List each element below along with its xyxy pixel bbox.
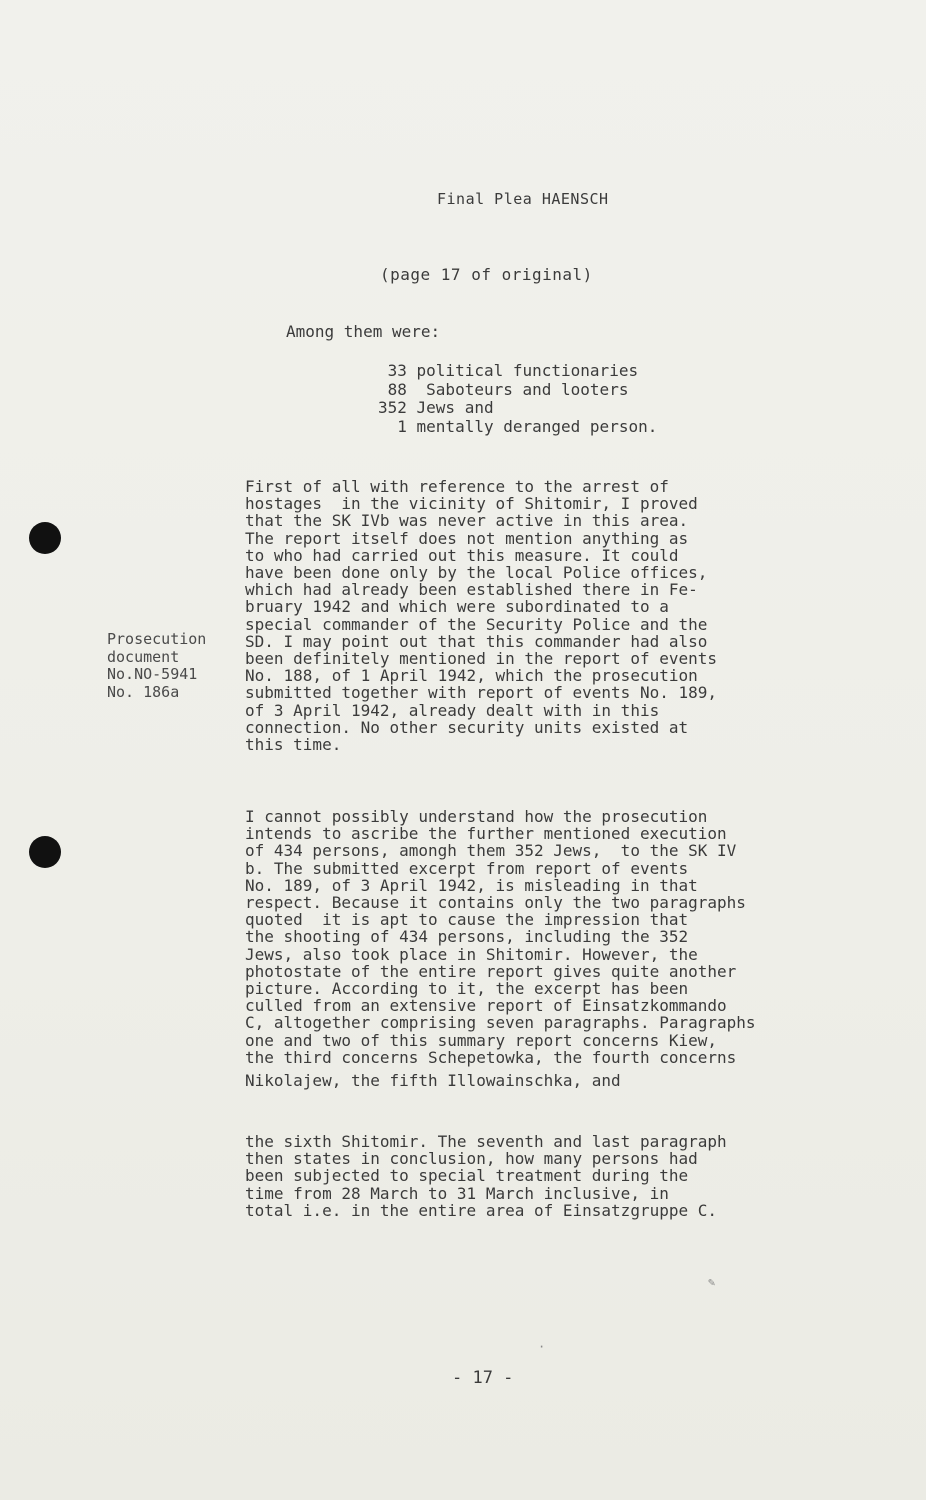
text-line: special commander of the Security Police and the	[245, 614, 708, 634]
text-line: been subjected to special treatment during the	[245, 1166, 689, 1186]
text-line: of 3 April 1942, already dealt with in this	[245, 700, 660, 720]
text-line: the shooting of 434 persons, including the 352	[245, 927, 689, 947]
margin-note-line: Prosecution	[107, 630, 207, 648]
paragraph-conclusion	[245, 1133, 865, 1219]
text-line: bruary 1942 and which were subordinated to a	[245, 597, 669, 617]
text-line: connection. No other security units existed at	[245, 717, 689, 737]
text-line: the sixth Shitomir. The seventh and last paragraph	[245, 1132, 727, 1151]
text-line: submitted together with report of events No. 189,	[245, 683, 718, 703]
text-line: which had already been established there in Fe-	[245, 580, 698, 600]
text-line: No. 188, of 1 April 1942, which the prosecution	[245, 666, 698, 686]
text-line: one and two of this summary report concerns Kiew,	[245, 1030, 718, 1050]
intro-text: Among them were:	[286, 322, 441, 341]
text-line: hostages in the vicinity of Shitomir, I proved	[245, 494, 698, 514]
text-line: Nikolajew, the fifth Illowainschka, and	[245, 1071, 621, 1091]
paragraph-hostages	[245, 478, 865, 753]
text-line: total i.e. in the entire area of Einsatzgruppe C.	[245, 1200, 718, 1220]
text-line: The report itself does not mention anything as	[245, 528, 689, 548]
ink-speck: ·	[538, 1340, 546, 1354]
text-line: quoted it is apt to cause the impression that	[245, 910, 689, 930]
text-line: b. The submitted excerpt from report of events	[245, 858, 689, 878]
text-line: photostate of the entire report gives quite another	[245, 961, 737, 981]
text-line: have been done only by the local Police offices,	[245, 563, 708, 583]
text-line: that the SK IVb was never active in this area.	[245, 511, 689, 531]
text-line: C, altogether comprising seven paragraphs. Paragraphs	[245, 1013, 756, 1033]
paragraph-executions	[245, 808, 865, 1089]
document-title: Final Plea HAENSCH	[437, 190, 609, 208]
text-line: been definitely mentioned in the report of events	[245, 649, 718, 669]
text-line: the third concerns Schepetowka, the fourth concerns	[245, 1047, 737, 1067]
margin-note-line: document	[107, 647, 180, 666]
text-line: First of all with reference to the arrest of	[245, 477, 669, 496]
margin-note-line: No. 186a	[107, 682, 180, 701]
punch-hole-upper	[29, 522, 61, 554]
text-line: then states in conclusion, how many persons had	[245, 1149, 698, 1169]
text-line: intends to ascribe the further mentioned execution	[245, 824, 727, 844]
text-line: Jews, also took place in Shitomir. However, the	[245, 944, 698, 964]
punch-hole-lower	[29, 836, 61, 868]
text-line: time from 28 March to 31 March inclusive, in	[245, 1183, 669, 1203]
text-line: No. 189, of 3 April 1942, is misleading in that	[245, 875, 698, 895]
text-line: I cannot possibly understand how the prosecution	[245, 807, 708, 826]
text-line: to who had carried out this measure. It could	[245, 545, 679, 565]
ink-speck: ✎	[708, 1275, 716, 1289]
text-line: SD. I may point out that this commander had also	[245, 631, 708, 651]
list-item: 352 Jews and	[378, 398, 494, 417]
text-line: culled from an extensive report of Einsatzkommando	[245, 996, 727, 1016]
text-line: picture. According to it, the excerpt has been	[245, 979, 689, 999]
margin-note-line: No.NO-5941	[107, 665, 198, 683]
list-item: 33 political functionaries	[378, 361, 639, 380]
text-line: of 434 persons, amongh them 352 Jews, to the SK IV	[245, 841, 737, 861]
margin-note	[107, 631, 206, 701]
casualty-list	[378, 362, 657, 436]
page-number: - 17 -	[452, 1368, 514, 1388]
list-item: 88 Saboteurs and looters	[378, 379, 629, 399]
text-line: this time.	[245, 735, 342, 755]
text-line: respect. Because it contains only the two paragraphs	[245, 893, 746, 913]
page-reference: (page 17 of original)	[380, 265, 593, 284]
list-item: 1 mentally deranged person.	[378, 416, 658, 436]
